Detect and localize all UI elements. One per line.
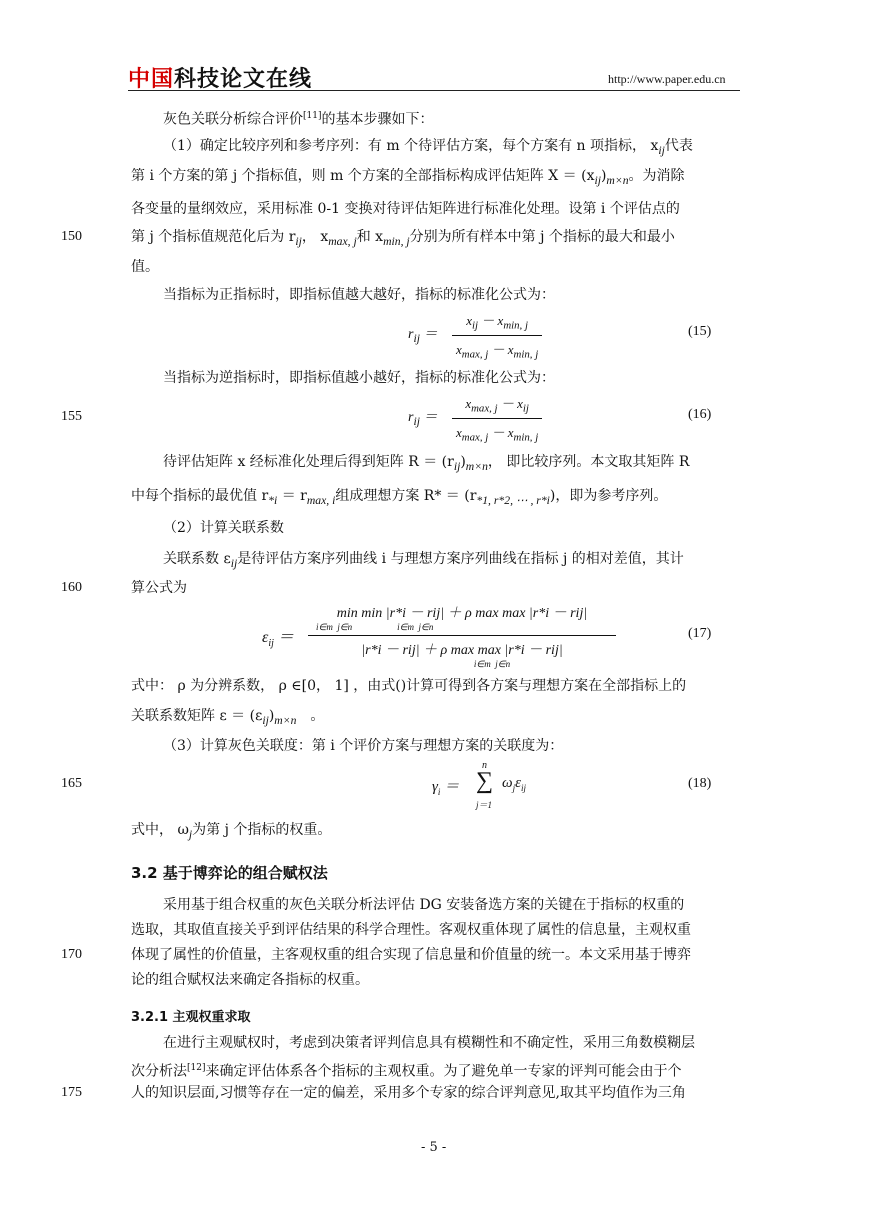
- logo-black-text: 科技论文在线: [174, 67, 313, 92]
- eq17-fraction: min min |r*i － rij| ＋ ρ max max |r*i － rij| i∈m j∈n i∈m j∈n |r*i － rij| ＋ ρ max max |r*i － rij| i∈m j∈n: [308, 602, 616, 670]
- header-rule: [128, 90, 740, 91]
- text-line: （1）确定比较序列和参考序列：有 m 个待评估方案，每个方案有 n 项指标， $x_{ij}$代表: [163, 138, 693, 157]
- citation[interactable]: [11]: [303, 111, 322, 121]
- eq18-sum-top: n: [482, 760, 487, 771]
- text-line: 值。: [131, 259, 159, 275]
- eq18-lhs: $\gamma_i$ ＝: [432, 779, 460, 797]
- page-number: - 5 -: [421, 1140, 447, 1155]
- line-number: 160: [61, 580, 82, 595]
- text-line: 人的知识层面,习惯等存在一定的偏差，采用多个专家的综合评判意见,取其平均值作为三角: [131, 1085, 686, 1101]
- text-line: （2）计算关联系数: [163, 520, 284, 536]
- text-line: 算公式为: [131, 580, 187, 596]
- journal-logo: [128, 62, 312, 93]
- subsection-heading: 3.2.1 主观权重求取: [131, 1010, 251, 1025]
- line-number: 155: [61, 409, 82, 424]
- header-url[interactable]: http://www.paper.edu.cn: [608, 72, 726, 86]
- eq15-lhs: $r_{ij}$ ＝: [408, 327, 438, 345]
- text-line: 各变量的量纲效应，采用标准 0-1 变换对待评估矩阵进行标准化处理。设第 i 个评估点的: [131, 201, 680, 217]
- text-line: 次分析法[12]来确定评估体系各个指标的主观权重。为了避免单一专家的评判可能会由于个: [131, 1063, 682, 1080]
- equation-number: (17): [688, 626, 712, 641]
- text-line: 中每个指标的最优值 $r_{*i} = r_{max, i}$组成理想方案 $R* = (r_{*1, r*2, \cdots , r*i})$，即为参考序列。: [131, 488, 668, 507]
- text-line: 关联系数 $\varepsilon_{ij}$是待评估方案序列曲线 i 与理想方案序列曲线在指标 j 的相对差值，其计: [163, 551, 684, 570]
- line-number: 170: [61, 947, 82, 962]
- eq16-fraction: $x_{max, j} - x_{ij}$ $x_{max, j} - x_{min, j}$: [452, 393, 542, 443]
- line-number: 150: [61, 229, 82, 244]
- eq18-sum-bottom: j＝1: [476, 800, 493, 810]
- eq15-fraction: $x_{ij} - x_{min, j}$ $x_{max, j} - x_{min, j}$: [452, 310, 542, 360]
- sum-symbol: ∑: [476, 768, 494, 794]
- eq16-lhs: $r_{ij}$ ＝: [408, 410, 438, 428]
- text-line: 选取，其取值直接关乎到评估结果的科学合理性。客观权重体现了属性的信息量，主观权重: [131, 922, 691, 938]
- eq17-lhs: $\varepsilon_{ij}$ ＝: [262, 629, 294, 650]
- citation[interactable]: [12]: [187, 1063, 206, 1073]
- logo-red-text: 中国: [128, 67, 175, 92]
- text-line: 采用基于组合权重的灰色关联分析法评估 DG 安装备选方案的关键在于指标的权重的: [163, 897, 685, 913]
- section-heading: 3.2 基于博弈论的组合赋权法: [131, 864, 328, 882]
- text-line: 论的组合赋权法来确定各指标的权重。: [131, 972, 369, 988]
- text-line: 体现了属性的价值量，主客观权重的组合实现了信息量和价值量的统一。本文采用基于博弈: [131, 947, 691, 963]
- equation-number: (16): [688, 407, 712, 422]
- equation-number: (18): [688, 776, 712, 791]
- text-line: 第 j 个指标值规范化后为 $r_{ij}$， $x_{max, j}$和 $x_{min, j}$分别为所有样本中第 j 个指标的最大和最小: [131, 229, 675, 248]
- text-line: 式中： ρ 为分辨系数， ρ ∈[0， 1] ，由式()计算可得到各方案与理想方案在全部指标上的: [131, 678, 687, 694]
- text-line: 第 i 个方案的第 j 个指标值，则 m 个方案的全部指标构成评估矩阵 $X = (x_{ij})_{m\times n}$。为消除: [131, 168, 685, 187]
- text-line: 灰色关联分析综合评价[11]的基本步骤如下：: [163, 111, 434, 128]
- text-line: 关联系数矩阵 $\varepsilon = (\varepsilon_{ij})_{m\times n}$ 。: [131, 708, 325, 727]
- text-line: 在进行主观赋权时，考虑到决策者评判信息具有模糊性和不确定性，采用三角数模糊层: [163, 1035, 695, 1051]
- equation-number: (15): [688, 324, 712, 339]
- text-line: 当指标为正指标时，即指标值越大越好，指标的标准化公式为：: [163, 287, 555, 303]
- eq18-rhs: $\omega_j\varepsilon_{ij}$: [502, 775, 527, 793]
- line-number: 165: [61, 776, 82, 791]
- line-number: 175: [61, 1085, 82, 1100]
- text-line: （3）计算灰色关联度：第 i 个评价方案与理想方案的关联度为：: [163, 738, 564, 754]
- text-line: 待评估矩阵 x 经标准化处理后得到矩阵 $R = (r_{ij})_{m\times n}$， 即比较序列。本文取其矩阵 R: [163, 454, 690, 473]
- text-line: 式中， $\omega_j$为第 j 个指标的权重。: [131, 822, 332, 841]
- text-line: 当指标为逆指标时，即指标值越小越好，指标的标准化公式为：: [163, 370, 555, 386]
